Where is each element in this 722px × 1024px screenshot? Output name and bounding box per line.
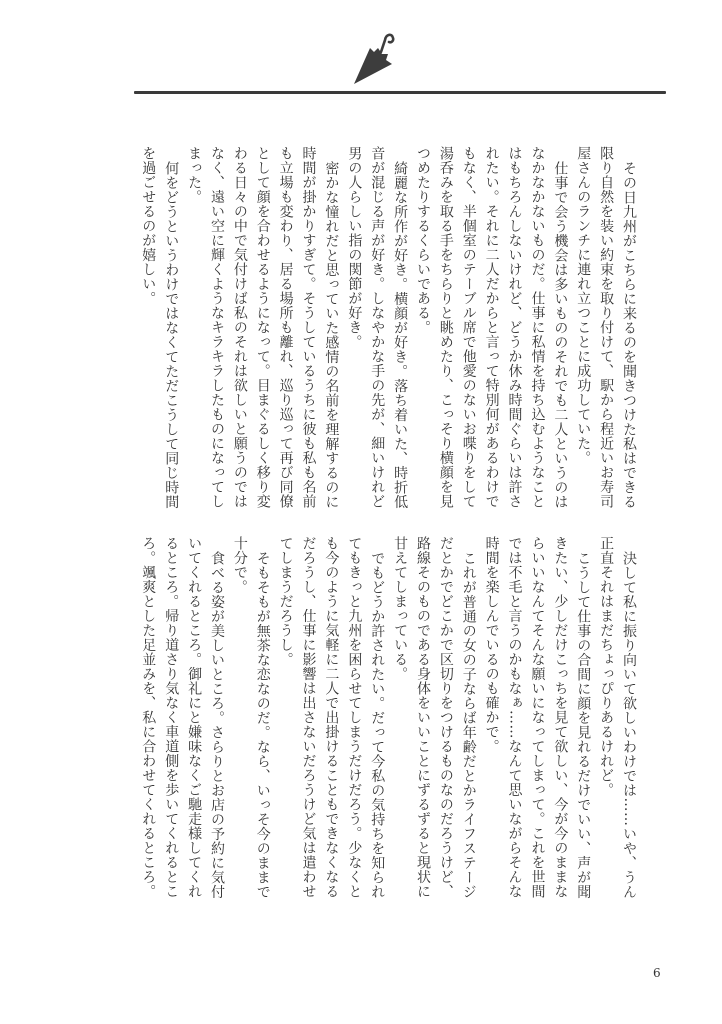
text-column: 仕事で会う機会は多いもののそれでも二人というのは — [552, 160, 569, 509]
text-column: はもちろんしないけれど、どうか休み時間ぐらいは許さ — [506, 146, 523, 509]
text-column: 時間が掛かりすぎて。そうしているうちに彼も私も名前 — [300, 146, 317, 509]
text-column: 路線そのものである身体をいいことにずるずると現状に — [414, 536, 431, 899]
text-column: るところ。帰り道さり気なく車道側を歩いてくれるとこ — [163, 536, 180, 899]
text-column: なく、遠い空に輝くようなキラキラしたものになってし — [208, 146, 225, 509]
text-column: でもどうか許されたい。だって今私の気持ちを知られ — [369, 550, 386, 899]
text-column: を過ごせるのが嬉しい。 — [140, 146, 157, 306]
text-column: その日九州がこちらに来るのを聞きつけた私はできる — [621, 160, 637, 509]
text-column: そもそもが無茶な恋なのだ。なら、いっそ今のままで — [254, 550, 271, 899]
text-column: 正直それはまだちょっぴりあるけれど。 — [598, 536, 615, 797]
text-column: 音が混じる声が好き。しなやかな手の先が、細いけれど — [369, 146, 386, 509]
text-column: 十分で。 — [231, 536, 248, 594]
page-number: 6 — [653, 966, 661, 980]
text-column: これが普通の女の子ならば年齢だとかライフステージ — [460, 550, 477, 899]
text-column: も立場も変わり、居る場所も離れ、巡り巡って再び同僚 — [277, 146, 294, 509]
text-column: 限り自然を装い約束を取り付けて、駅から程近いお寿司 — [598, 146, 615, 509]
text-column: こうして仕事の合間に顔を見れるだけでいい、声が聞 — [575, 550, 592, 899]
text-column: ろ。颯爽とした足並みを、私に合わせてくれるところ。 — [140, 536, 157, 899]
text-column: 屋さんのランチに連れ立つことに成功していた。 — [575, 146, 592, 465]
text-column: れたい。それに二人だからと言って特別何があるわけで — [483, 146, 500, 509]
text-column: つめたりするくらいである。 — [414, 146, 431, 335]
text-column: もなく、半個室のテーブル席で他愛のないお喋りをして — [460, 146, 477, 509]
text-column: として顔を合わせるようになって。目まぐるしく移り変 — [254, 146, 271, 509]
text-column: 男の人らしい指の関節が好き。 — [346, 146, 363, 349]
text-column: 時間を楽しんでいるのも確かで。 — [483, 536, 500, 754]
text-column: まった。 — [186, 146, 203, 204]
text-column: 食べる姿が美しいところ。さらりとお店の予約に気付 — [208, 550, 225, 899]
text-column: 湯呑みを取る手をちらりと眺めたり、こっそり横顔を見 — [437, 146, 454, 509]
text-column: わる日々の中で気付けば私のそれは欲しいと願うのでは — [231, 146, 248, 509]
text-column: きたい、少しだけこっちを見て欲しい、今が今のままな — [552, 536, 569, 899]
text-block-top — [136, 146, 640, 509]
text-column: だろうし、仕事に影響は出さないだろうけど気は遣わせ — [300, 536, 317, 899]
text-column: 綺麗な所作が好き。横顔が好き。落ち着いた、時折低 — [392, 160, 409, 509]
text-column: 何をどうというわけではなくてただこうして同じ時間 — [163, 160, 180, 509]
text-column: だとかでどこかで区切りをつけるものなのだろうけど、 — [437, 536, 454, 899]
text-column: も今のように気軽に二人で出掛けることもできなくなる — [323, 536, 340, 899]
text-column: 甘えてしまっている。 — [392, 536, 409, 681]
text-column: なかなかないものだ。仕事に私情を持ち込むようなこと — [529, 146, 546, 509]
header-divider — [134, 91, 666, 94]
umbrella-icon — [348, 28, 400, 88]
text-column: らいいなんてそんな願いになってしまって。これを世間 — [529, 536, 546, 899]
text-column: てしまうだろうし。 — [277, 536, 294, 667]
text-column: 密かな憧れだと思っていた感情の名前を理解するのに — [323, 160, 340, 509]
text-column: てもきっと九州を困らせてしまうだけだろう。少なくと — [346, 536, 363, 899]
text-column: 決して私に振り向いて欲しいわけでは……いや、うん — [621, 550, 637, 899]
text-column: では不毛と言うのかもなぁ……なんて思いながらそんな — [506, 536, 523, 899]
text-column: いてくれるところ。御礼にと嫌味なくご馳走様してくれ — [186, 536, 203, 899]
text-block-bottom — [136, 536, 640, 899]
